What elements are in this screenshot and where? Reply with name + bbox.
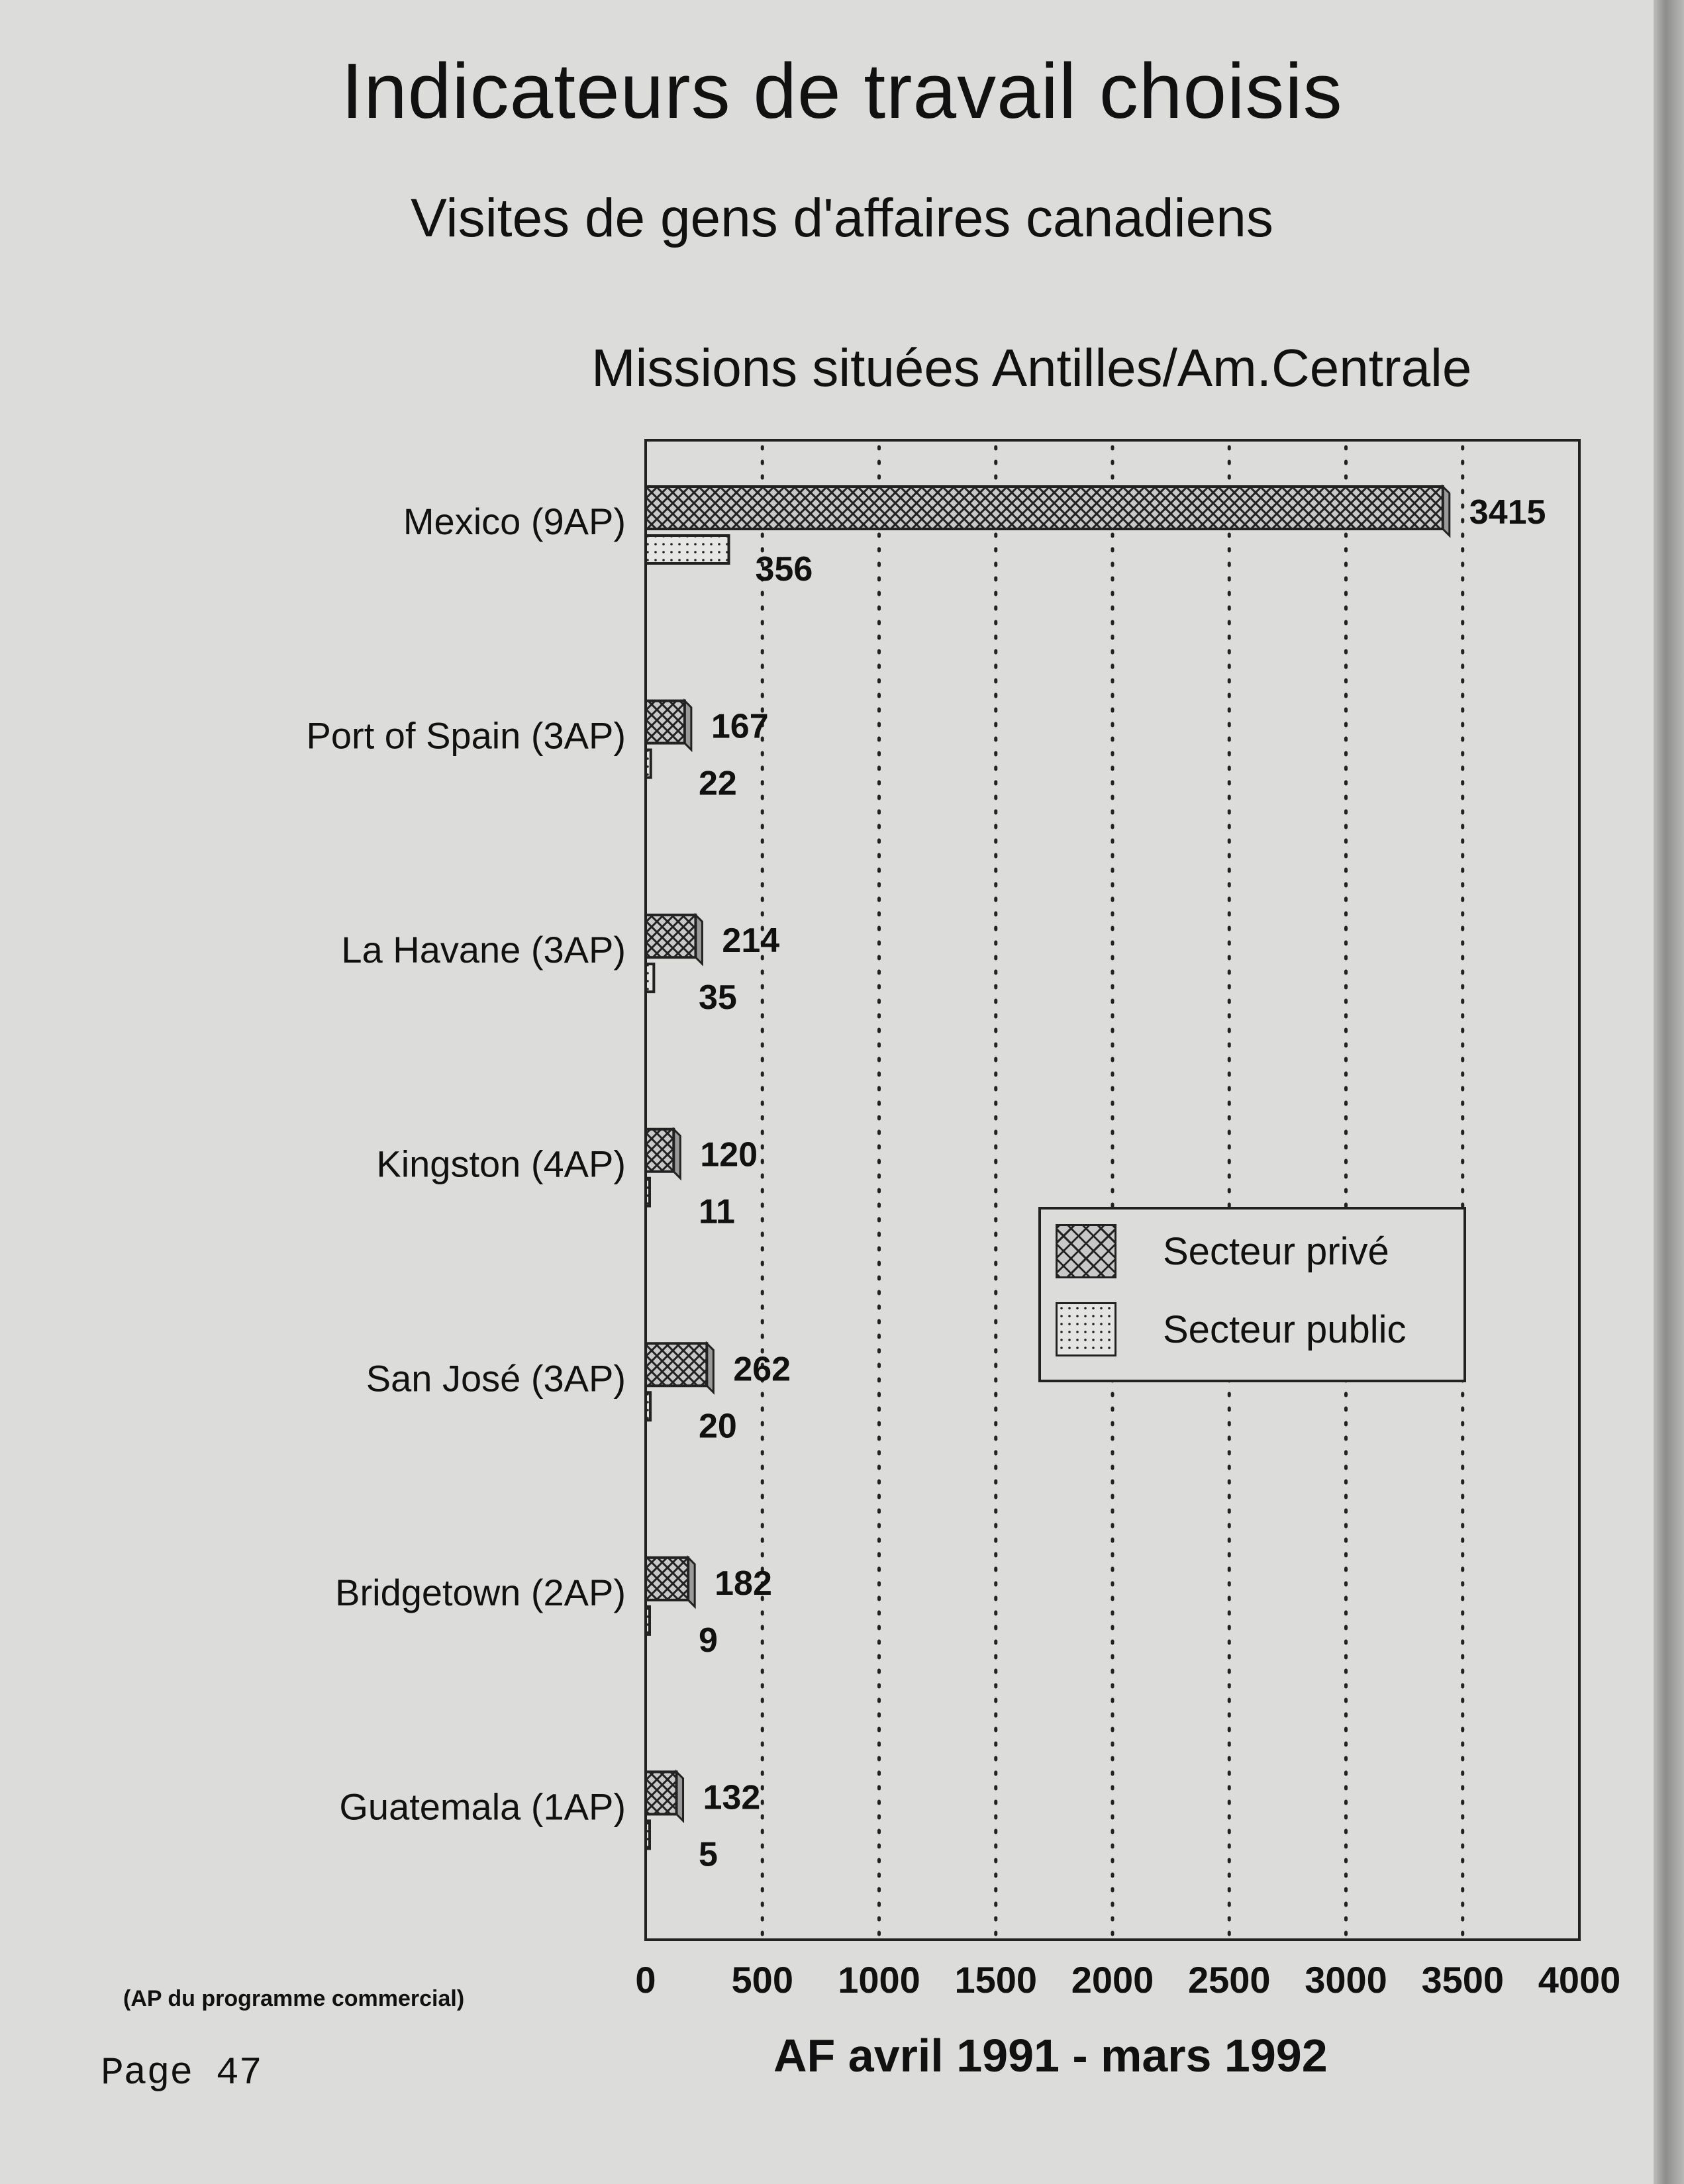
value-label-public: 22 bbox=[699, 764, 737, 803]
chart-title: Missions situées Antilles/Am.Centrale bbox=[591, 338, 1472, 397]
value-label-prive: 182 bbox=[715, 1564, 772, 1603]
category-label: La Havane (3AP) bbox=[341, 929, 626, 971]
value-label-public: 356 bbox=[755, 550, 813, 589]
category-label: Port of Spain (3AP) bbox=[306, 714, 626, 757]
bar-prive bbox=[646, 1558, 688, 1600]
x-tick-label: 1000 bbox=[838, 1959, 920, 2001]
page-title: Indicateurs de travail choisis bbox=[341, 48, 1343, 135]
page-number: Page 47 bbox=[101, 2052, 262, 2095]
value-label-prive: 3415 bbox=[1469, 493, 1546, 532]
legend-swatch-public bbox=[1056, 1302, 1116, 1356]
legend-swatch-prive bbox=[1056, 1224, 1116, 1278]
x-tick-label: 0 bbox=[635, 1959, 656, 2001]
category-label: Kingston (4AP) bbox=[376, 1143, 626, 1185]
bar-public bbox=[646, 1392, 650, 1420]
bar-prive bbox=[646, 701, 685, 743]
legend-item-prive bbox=[1056, 1224, 1389, 1278]
bar-public bbox=[646, 536, 728, 563]
footnote: (AP du programme commercial) bbox=[123, 1986, 465, 2011]
bar-prive bbox=[646, 915, 695, 957]
category-label: San José (3AP) bbox=[366, 1357, 626, 1400]
x-tick-label: 2000 bbox=[1071, 1959, 1154, 2001]
bar-public bbox=[646, 964, 654, 992]
value-label-prive: 132 bbox=[703, 1778, 761, 1817]
bar-public bbox=[646, 1821, 650, 1848]
value-label-public: 35 bbox=[699, 978, 737, 1018]
x-tick-label: 2500 bbox=[1187, 1959, 1271, 2001]
bar-public bbox=[646, 1607, 650, 1635]
value-label-public: 20 bbox=[699, 1407, 737, 1446]
bar-public bbox=[646, 1178, 650, 1206]
legend-item-public bbox=[1056, 1302, 1407, 1356]
legend-label-prive: Secteur privé bbox=[1163, 1229, 1389, 1273]
x-axis-label: AF avril 1991 - mars 1992 bbox=[773, 2030, 1328, 2081]
x-tick-label: 3500 bbox=[1421, 1959, 1505, 2001]
value-label-public: 5 bbox=[699, 1835, 718, 1874]
category-label: Bridgetown (2AP) bbox=[335, 1571, 626, 1613]
bar-prive bbox=[646, 487, 1443, 529]
chart-legend bbox=[1038, 1207, 1466, 1382]
bar-prive bbox=[646, 1129, 673, 1172]
x-tick-label: 3000 bbox=[1305, 1959, 1387, 2001]
value-label-prive: 167 bbox=[711, 707, 769, 746]
category-label: Guatemala (1AP) bbox=[339, 1785, 626, 1828]
value-label-prive: 262 bbox=[733, 1350, 791, 1389]
value-label-prive: 120 bbox=[700, 1135, 758, 1174]
category-label: Mexico (9AP) bbox=[403, 500, 626, 542]
bar-prive bbox=[646, 1343, 707, 1386]
x-tick-label: 1500 bbox=[954, 1959, 1038, 2001]
x-tick-label: 500 bbox=[731, 1959, 793, 2001]
bar-prive bbox=[646, 1772, 677, 1814]
value-label-public: 9 bbox=[699, 1621, 718, 1660]
value-label-prive: 214 bbox=[722, 922, 780, 961]
bar-public bbox=[646, 750, 651, 778]
value-label-public: 11 bbox=[699, 1192, 735, 1231]
page-subtitle: Visites de gens d'affaires canadiens bbox=[411, 188, 1273, 248]
x-tick-label: 4000 bbox=[1538, 1959, 1621, 2001]
legend-label-public: Secteur public bbox=[1163, 1307, 1407, 1351]
